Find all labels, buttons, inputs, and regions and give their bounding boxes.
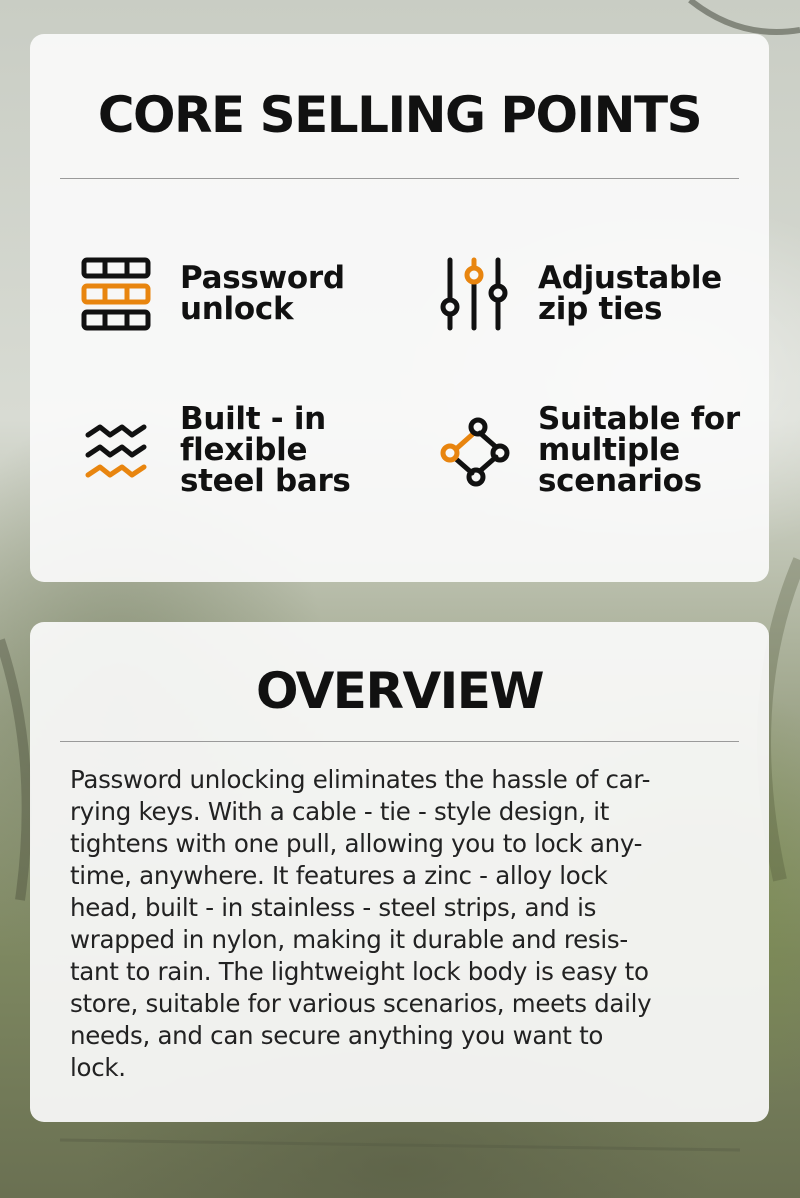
feature-label-line: Adjustable: [538, 260, 722, 296]
feature-label-line: flexible: [180, 432, 308, 468]
feature-label: [180, 401, 351, 499]
keypad-icon: [78, 256, 154, 332]
overview-card: [30, 622, 769, 1122]
overview-paragraph: [70, 764, 735, 1084]
sliders-icon: [436, 256, 512, 332]
feature-label-line: scenarios: [538, 463, 702, 499]
overview-line: lock.: [70, 1053, 126, 1082]
overview-line: time, anywhere. It features a zinc - alloy lock: [70, 861, 608, 890]
overview-line: tant to rain. The lightweight lock body is easy to: [70, 957, 649, 986]
feature-flexible-steel-bars: [78, 401, 351, 499]
overview-line: tightens with one pull, allowing you to lock any-: [70, 829, 643, 858]
feature-label-line: zip ties: [538, 291, 663, 327]
feature-adjustable-zip-ties: [436, 256, 722, 332]
core-selling-points-card: [30, 34, 769, 582]
overview-line: head, built - in stainless - steel strips, and is: [70, 893, 597, 922]
overview-line: store, suitable for various scenarios, meets daily: [70, 989, 652, 1018]
core-divider: [60, 178, 739, 179]
feature-label: [538, 401, 740, 499]
feature-label: [180, 260, 345, 327]
feature-multiple-scenarios: [436, 401, 740, 499]
feature-label-line: unlock: [180, 291, 294, 327]
overview-line: Password unlocking eliminates the hassle of car-: [70, 765, 651, 794]
overview-divider: [60, 741, 739, 742]
core-selling-points-title: CORE SELLING POINTS: [97, 86, 702, 144]
overview-line: rying keys. With a cable - tie - style design, it: [70, 797, 610, 826]
feature-label-line: steel bars: [180, 463, 351, 499]
feature-label: [538, 260, 722, 327]
overview-line: needs, and can secure anything you want to: [70, 1021, 604, 1050]
zigzag-icon: [78, 413, 154, 489]
feature-label-line: Suitable for: [538, 401, 740, 437]
feature-label-line: Password: [180, 260, 345, 296]
feature-password-unlock: [78, 256, 345, 332]
overview-title: OVERVIEW: [255, 662, 544, 720]
feature-label-line: Built - in: [180, 401, 326, 437]
overview-line: wrapped in nylon, making it durable and resis-: [70, 925, 628, 954]
feature-label-line: multiple: [538, 432, 680, 468]
nodes-icon: [436, 413, 512, 489]
